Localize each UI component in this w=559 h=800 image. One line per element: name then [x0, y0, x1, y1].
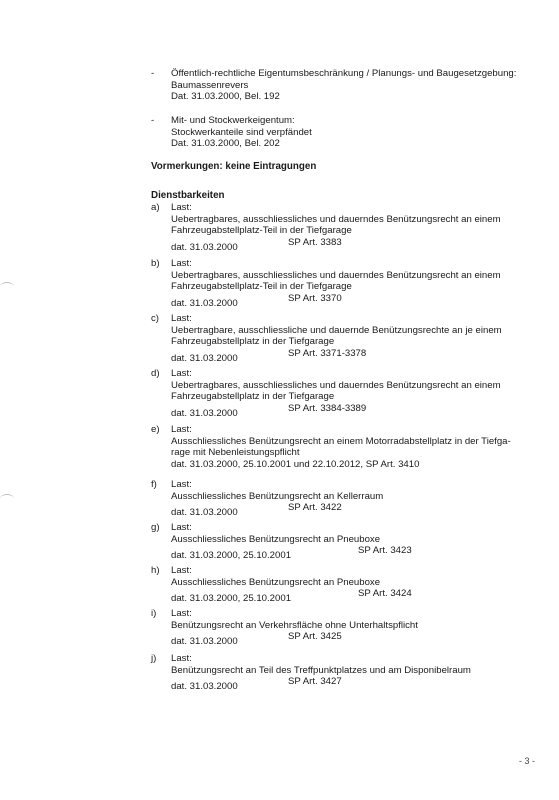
entry-line: Last:: [171, 313, 192, 324]
entry-letter: a): [151, 202, 160, 213]
entry-date: dat. 31.03.2000: [171, 352, 238, 364]
entry-line: Fahrzeugabstellplatz-Teil in der Tiefgarage: [171, 281, 352, 293]
entry-date: dat. 31.03.2000: [171, 636, 238, 648]
entry-line: Last:: [171, 202, 192, 213]
entry-reference: SP Art. 3371-3378: [288, 347, 367, 359]
bullet-line: Öffentlich-rechtliche Eigentumsbeschränkung / Planungs- und Baugesetzgebung:: [171, 68, 517, 79]
entry-line: Uebertragbare, ausschliessliche und dauernde Benützungsrechte an je einem: [171, 324, 502, 336]
dienstbarkeiten-heading: Dienstbarkeiten: [151, 190, 225, 201]
entry-line: Fahrzeugabstellplatz in der Tiefgarage: [171, 391, 335, 403]
entry-letter: d): [151, 368, 160, 379]
entry-date: dat. 31.03.2000: [171, 407, 238, 419]
entry-line: Last:: [171, 653, 192, 664]
entry-letter: e): [151, 424, 160, 435]
entry-line: Last:: [171, 424, 192, 435]
entry-line: Ausschliessliches Benützungsrecht an Pneuboxe: [171, 576, 381, 588]
bullet-line: Dat. 31.03.2000, Bel. 202: [171, 138, 280, 150]
entry-line: Last:: [171, 258, 192, 269]
entry-letter: f): [151, 479, 157, 490]
entry-line: Ausschliessliches Benützungsrecht an Pneuboxe: [171, 533, 381, 545]
bullet-line: Mit- und Stockwerkeigentum:: [171, 115, 295, 126]
entry-date: dat. 31.03.2000, 25.10.2001: [171, 550, 292, 562]
entry-line: Ausschliessliches Benützungsrecht an einem Motorradabstellplatz in der Tiefga-: [171, 435, 511, 447]
entry-reference: SP Art. 3384-3389: [288, 402, 367, 414]
bullet-line: Baumassenrevers: [171, 79, 249, 91]
entry-date: dat. 31.03.2000: [171, 297, 238, 309]
entry-line: Uebertragbares, ausschliessliches und dauerndes Benützungsrecht an einem: [171, 269, 501, 281]
bullet-line: Stockwerkanteile sind verpfändet: [171, 126, 312, 138]
entry-letter: b): [151, 258, 160, 269]
entry-line: Benützungsrecht an Verkehrsfläche ohne Unterhaltspflicht: [171, 619, 418, 631]
entry-reference: SP Art. 3427: [288, 676, 342, 688]
entry-letter: h): [151, 565, 160, 576]
entry-line: Last:: [171, 479, 192, 490]
entry-letter: g): [151, 522, 160, 533]
bullet-dash: -: [151, 115, 155, 126]
entry-line: Last:: [171, 368, 192, 379]
entry-line: Uebertragbares, ausschliessliches und dauerndes Benützungsrecht an einem: [171, 379, 501, 391]
vormerkungen-heading: Vormerkungen: keine Eintragungen: [151, 161, 317, 172]
entry-reference: SP Art. 3422: [288, 502, 342, 514]
entry-line: Benützungsrecht an Teil des Treffpunktplatzes und am Disponibelraum: [171, 664, 471, 676]
entry-date: dat. 31.03.2000: [171, 507, 238, 519]
entry-line: Fahrzeugabstellplatz-Teil in der Tiefgarage: [171, 225, 352, 237]
entry-reference: SP Art. 3370: [288, 292, 342, 304]
entry-line: rage mit Nebenleistungspflicht: [171, 447, 300, 459]
entry-letter: j): [151, 653, 157, 664]
entry-line: Last:: [171, 565, 192, 576]
bullet-line: Dat. 31.03.2000, Bel. 192: [171, 91, 280, 103]
entry-reference: SP Art. 3425: [288, 631, 342, 643]
entry-letter: i): [151, 608, 157, 619]
entry-line: dat. 31.03.2000, 25.10.2001 und 22.10.2012, SP Art. 3410: [171, 458, 420, 470]
entry-line: Last:: [171, 522, 192, 533]
entry-line: Ausschliessliches Benützungsrecht an Kellerraum: [171, 490, 384, 502]
entry-line: Fahrzeugabstellplatz in der Tiefgarage: [171, 336, 335, 348]
entry-date: dat. 31.03.2000: [171, 681, 238, 693]
page-number: - 3 -: [518, 756, 535, 766]
entry-letter: c): [151, 313, 159, 324]
entry-date: dat. 31.03.2000, 25.10.2001: [171, 593, 292, 605]
entry-reference: SP Art. 3423: [358, 545, 412, 557]
entry-line: Last:: [171, 608, 192, 619]
entry-date: dat. 31.03.2000: [171, 241, 238, 253]
entry-reference: SP Art. 3383: [288, 236, 342, 248]
entry-reference: SP Art. 3424: [358, 588, 412, 600]
bullet-dash: -: [151, 68, 155, 79]
margin-mark: [0, 494, 14, 503]
entry-line: Uebertragbares, ausschliessliches und dauerndes Benützungsrecht an einem: [171, 213, 501, 225]
margin-mark: [0, 282, 14, 291]
